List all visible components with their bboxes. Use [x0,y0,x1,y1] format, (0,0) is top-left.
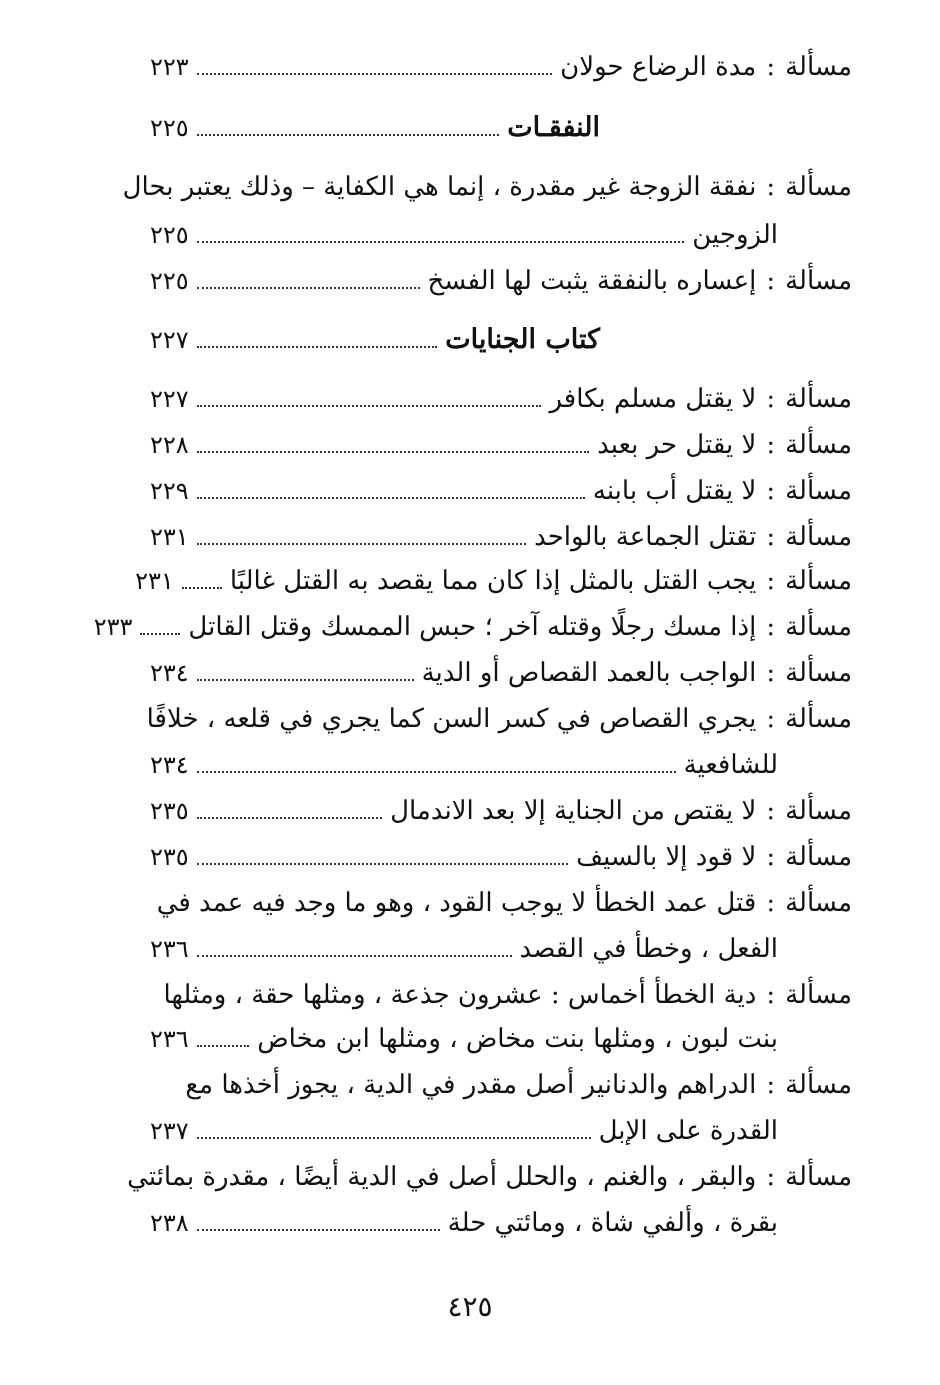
toc-entry [150,842,852,886]
toc-entry [150,888,852,932]
toc-entry [93,612,852,656]
leader-dots [140,633,180,635]
page-number: ٢٢٥ [150,267,189,295]
leader-dots [197,771,676,773]
leader-dots [197,405,542,407]
page-number: ٢٣١ [135,567,174,595]
toc-entry [150,796,852,840]
page-number: ٢٢٥ [150,221,189,249]
toc-entry [122,172,852,216]
entry-separator: : [766,52,776,82]
toc-entry [127,1162,852,1206]
toc-entry [150,522,852,566]
page-number: ٢٢٧ [150,326,189,354]
leader-dots [197,543,526,545]
entry-title: تقتل الجماعة بالواحد [534,522,757,552]
page-number: ٢٣٥ [150,843,189,871]
toc-entry-continuation [150,934,852,978]
page-number: ٢٣٧ [150,1117,189,1145]
entry-label: مسألة [785,476,852,506]
page-number: ٢٣٦ [150,935,189,963]
entry-label: مسألة [785,658,852,688]
entry-title: لا يقتل حر بعبد [597,430,757,460]
page-number: ٢٢٣ [150,53,189,81]
toc-entry [150,980,852,1024]
entry-title-continued: بنت لبون ، ومثلها بنت مخاض ، ومثلها ابن مخاض [257,1024,778,1054]
entry-separator: : [766,980,776,1010]
toc-entry-continuation [150,1208,852,1252]
toc-entry-continuation [150,1116,852,1160]
page-number: ٢٣٥ [150,797,189,825]
entry-title: والبقر ، والغنم ، والحلل أصل في الدية أيضًا ، مقدرة بمائتي [127,1162,757,1192]
entry-label: مسألة [785,612,852,642]
leader-dots [197,241,685,243]
page-number: ٢٢٨ [150,431,189,459]
entry-label: مسألة [785,52,852,82]
toc-entry [135,566,852,610]
toc-entry [150,1070,852,1114]
entry-title: الواجب بالعمد القصاص أو الدية [421,658,757,688]
section-heading [150,112,852,156]
leader-dots [197,863,569,865]
entry-separator: : [766,172,776,202]
entry-title: الدراهم والدنانير أصل مقدر في الدية ، يجوز أخذها مع [185,1070,757,1100]
toc-entry-continuation [150,750,852,794]
entry-separator: : [766,796,776,826]
toc-entry [150,476,852,520]
leader-dots [197,817,382,819]
leader-dots [197,1137,591,1139]
leader-dots [197,451,589,453]
toc-entry [146,704,852,748]
entry-title-continued: الزوجين [692,220,778,250]
entry-label: مسألة [785,384,852,414]
page-number: ٢٣٣ [93,613,133,641]
entry-separator: : [766,842,776,872]
toc-entry [150,52,852,96]
leader-dots [197,287,420,289]
leader-dots [197,1045,250,1047]
entry-title: يجب القتل بالمثل إذا كان مما يقصد به القتل غالبًا [229,566,757,596]
toc-entry [150,384,852,428]
entry-title-continued: الفعل ، وخطأ في القصد [519,934,778,964]
entry-title-continued: القدرة على الإبل [598,1116,778,1146]
entry-title: مدة الرضاع حولان [560,52,757,82]
entry-title: نفقة الزوجة غير مقدرة ، إنما هي الكفاية – وذلك يعتبر بحال [122,172,757,202]
entry-label: مسألة [785,842,852,872]
entry-separator: : [766,1070,776,1100]
entry-title: إذا مسك رجلًا وقتله آخر ؛ حبس الممسك وقتل القاتل [188,612,757,642]
page-number: ٢٣١ [150,523,189,551]
leader-dots [182,587,222,589]
leader-dots [197,346,438,348]
leader-dots [197,955,512,957]
page-number: ٢٢٧ [150,385,189,413]
entry-label: مسألة [785,888,852,918]
page-number: ٢٣٤ [150,751,189,779]
entry-title: قتل عمد الخطأ لا يوجب القود ، وهو ما وجد فيه عمد في [156,888,757,918]
entry-label: مسألة [785,1162,852,1192]
entry-label: مسألة [785,980,852,1010]
entry-title: إعساره بالنفقة يثبت لها الفسخ [427,266,757,296]
entry-label: مسألة [785,172,852,202]
toc-entry-continuation [150,220,852,264]
page-number: ٢٣٤ [150,659,189,687]
entry-title: لا يقتص من الجناية إلا بعد الاندمال [390,796,757,826]
entry-separator: : [766,266,776,296]
entry-separator: : [766,522,776,552]
entry-label: مسألة [785,796,852,826]
entry-separator: : [766,476,776,506]
entry-label: مسألة [785,1070,852,1100]
entry-separator: : [766,430,776,460]
page-number: ٢٢٩ [150,477,189,505]
page-number: ٢٢٥ [150,114,189,142]
entry-separator: : [766,1162,776,1192]
section-title: كتاب الجنايات [445,324,600,355]
leader-dots [197,497,585,499]
toc-entry [150,430,852,474]
toc-entry-continuation [150,1024,852,1068]
page-number: ٢٣٨ [150,1209,189,1237]
toc-entry [150,658,852,702]
page-folio-number: ٤٢٥ [447,1290,493,1323]
entry-title: دية الخطأ أخماس : عشرون جذعة ، ومثلها حقة ، ومثلها [163,980,757,1010]
entry-separator: : [766,384,776,414]
entry-separator: : [766,566,776,596]
entry-label: مسألة [785,704,852,734]
entry-title: لا قود إلا بالسيف [576,842,757,872]
entry-separator: : [766,704,776,734]
leader-dots [197,73,553,75]
entry-title: يجري القصاص في كسر السن كما يجري في قلعه ، خلافًا [146,704,757,734]
entry-title: لا يقتل مسلم بكافر [549,384,757,414]
leader-dots [197,134,500,136]
entry-separator: : [766,658,776,688]
leader-dots [197,679,414,681]
entry-label: مسألة [785,566,852,596]
section-title: النفقـات [507,112,600,143]
entry-title: لا يقتل أب بابنه [592,476,757,506]
entry-label: مسألة [785,266,852,296]
entry-separator: : [766,888,776,918]
entry-separator: : [766,612,776,642]
entry-title-continued: بقرة ، وألفي شاة ، ومائتي حلة [447,1208,778,1238]
section-heading [150,324,852,368]
entry-title-continued: للشافعية [683,750,778,780]
page-number: ٢٣٦ [150,1025,189,1053]
entry-label: مسألة [785,522,852,552]
toc-entry [150,266,852,310]
entry-label: مسألة [785,430,852,460]
leader-dots [197,1229,440,1231]
